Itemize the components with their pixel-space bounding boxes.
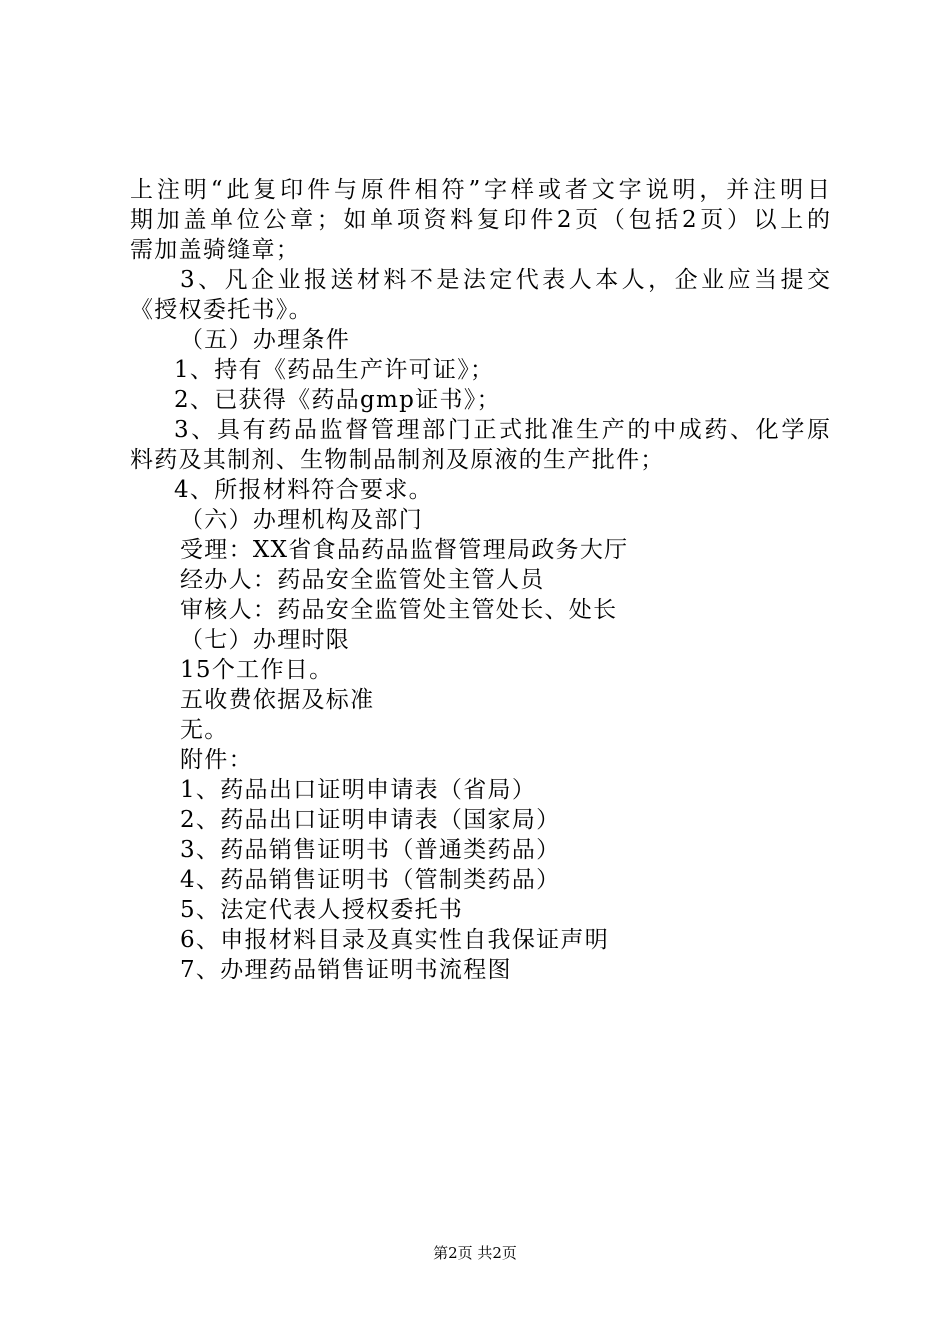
section-heading: （七）办理时限 (180, 627, 351, 653)
section-heading: （五）办理条件 (180, 327, 351, 353)
attachment-item: 7、办理药品销售证明书流程图 (180, 957, 512, 983)
list-item: 3、具有药品监督管理部门正式批准生产的中成药、化学原 (174, 417, 830, 443)
attachment-item: 5、法定代表人授权委托书 (180, 897, 464, 923)
paragraph-line: 审核人：药品安全监管处主管处长、处长 (180, 597, 618, 623)
list-item: 4、所报材料符合要求。 (174, 477, 433, 503)
attachment-item: 6、申报材料目录及真实性自我保证声明 (180, 927, 610, 953)
attachments-heading: 附件： (180, 747, 253, 773)
paragraph-line: 经办人：药品安全监管处主管人员 (180, 567, 545, 593)
paragraph-line: 受理：XX省食品药品监督管理局政务大厅 (180, 537, 629, 563)
paragraph-line: 15个工作日。 (180, 657, 334, 683)
attachment-item: 3、药品销售证明书（普通类药品） (180, 837, 561, 863)
document-body (130, 175, 830, 985)
paragraph-line: 期加盖单位公章；如单项资料复印件2页（包括2页）以上的 (130, 207, 830, 233)
attachment-item: 2、药品出口证明申请表（国家局） (180, 807, 561, 833)
page-number-footer: 第2页 共2页 (433, 1244, 517, 1262)
paragraph-line: 《授权委托书》。 (130, 297, 313, 323)
paragraph-line: 3、凡企业报送材料不是法定代表人本人，企业应当提交 (180, 267, 830, 293)
paragraph-line: 料药及其制剂、生物制品制剂及原液的生产批件； (130, 447, 665, 473)
section-heading: 五收费依据及标准 (180, 687, 375, 713)
section-heading: （六）办理机构及部门 (180, 507, 423, 533)
attachment-item: 4、药品销售证明书（管制类药品） (180, 867, 561, 893)
paragraph-line: 上注明“此复印件与原件相符”字样或者文字说明，并注明日 (130, 177, 830, 203)
list-item: 2、已获得《药品gmp证书》； (174, 387, 501, 413)
list-item: 1、持有《药品生产许可证》； (174, 357, 495, 383)
attachment-item: 1、药品出口证明申请表（省局） (180, 777, 537, 803)
paragraph-line: 无。 (180, 717, 229, 743)
paragraph-line: 需加盖骑缝章； (130, 237, 301, 263)
